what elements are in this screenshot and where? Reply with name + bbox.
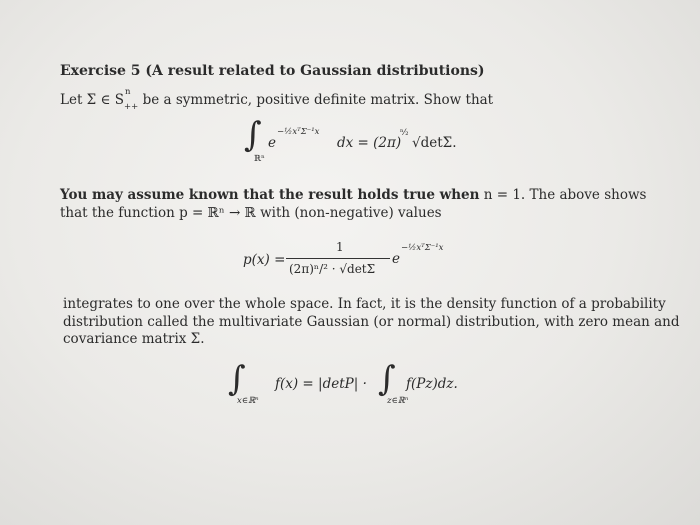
eq1-exp-n2: ⁿ⁄₂ [400,128,409,138]
integral-sign-1: ∫ [228,359,246,399]
eq2-lhs: p(x) = [243,252,286,268]
integral-domain: ℝⁿ [254,154,265,164]
eq2-exp: −½xᵀΣ⁻¹x [401,243,444,253]
intro-suffix: be a symmetric, positive definite matrix. Show that [138,92,494,108]
exercise-title: Exercise 5 (A result related to Gaussian distributions) [60,63,485,79]
integrand-exponent: −½xᵀΣ⁻¹x [277,127,320,137]
integral-sign: ∫ [244,115,262,155]
intro-line [60,87,494,112]
para3-line2: distribution called the multivariate Gaussian (or normal) distribution, with zero mean and [63,314,680,330]
intro-scripts [124,87,139,112]
intro-sup: n [125,87,131,97]
eq2-exp-base: e [392,251,400,267]
fraction-bar [286,258,390,259]
intro-sub: ++ [124,102,139,112]
para3-line1: integrates to one over the whole space. In fact, it is the density function of a probability [63,296,666,312]
eq2-denominator: (2π)ⁿ/² · √detΣ [289,262,376,276]
para3-line3: covariance matrix Σ. [63,331,205,347]
eq1-sqrt: √detΣ. [412,135,457,151]
integral-domain-2: z∈ℝⁿ [387,396,409,406]
para2-line2: that the function p = ℝⁿ → ℝ with (non-negative) values [60,205,442,221]
eq1-dx: dx = (2π) [337,135,402,151]
eq2-numerator: 1 [336,240,344,254]
para2-rest: n = 1. The above shows [479,187,647,203]
intro-prefix: Let Σ ∈ S [60,92,125,108]
para2-bold: You may assume known that the result holds true when [60,187,480,203]
eq3-middle: f(x) = |detP| · [275,376,367,392]
para2-line1 [60,187,646,203]
integrand-base: e [268,135,276,151]
integral-domain-1: x∈ℝⁿ [237,396,259,406]
eq3-right: f(Pz)dz. [406,376,458,392]
integral-sign-2: ∫ [378,359,396,399]
